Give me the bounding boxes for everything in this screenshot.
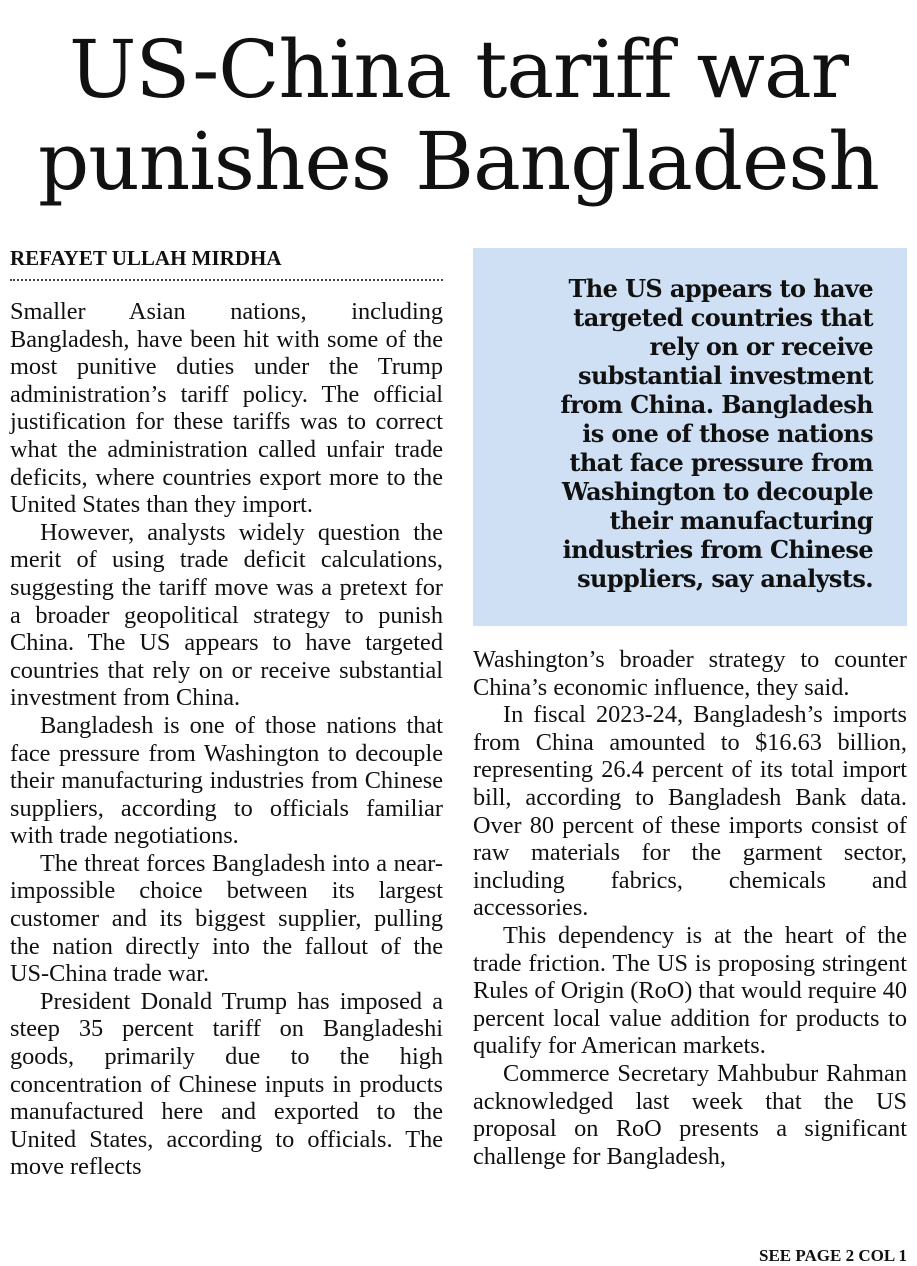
paragraph: In fiscal 2023-24, Bangladesh’s imports from China amounted to $16.63 billion, representing 26.4 percent of its total import bill, according to Bangladesh Bank data. Over 80 percent of these imports consist of raw materials for the garment sector, including fabrics, chemicals and accessories. — [473, 701, 907, 922]
headline-line-1: US-China tariff war — [69, 23, 848, 116]
pull-quote-text: The US appears to have targeted countries that rely on or receive substantial investment from China. Bangladesh is one of those nations that face pressure from Washington to decouple their manufacturing industries from Chinese suppliers, say analysts. — [560, 274, 873, 593]
paragraph: This dependency is at the heart of the trade friction. The US is proposing stringent Rules of Origin (RoO) that would require 40 percent local value addition for products to qualify for American markets. — [473, 921, 907, 1060]
paragraph: However, analysts widely question the merit of using trade deficit calculations, suggesting the tariff move was a pretext for a broader geopolitical strategy to punish China. The US appears to have targeted countries that rely on or receive substantial investment from China. — [10, 518, 443, 712]
paragraph: Washington’s broader strategy to counter China’s economic influence, they said. — [473, 646, 907, 701]
paragraph: President Donald Trump has imposed a steep 35 percent tariff on Bangladeshi goods, primarily due to the high concentration of Chinese inputs in products manufactured here and exported to the United States, according to officials. The move reflects — [10, 987, 443, 1181]
article-column-right — [473, 646, 907, 1170]
headline — [0, 24, 917, 208]
paragraph: The threat forces Bangladesh into a near-impossible choice between its largest customer and its biggest supplier, pulling the nation directly into the fallout of the US-China trade war. — [10, 849, 443, 988]
pull-quote-box — [473, 248, 907, 626]
article-column-left — [10, 298, 443, 1181]
byline: REFAYET ULLAH MIRDHA — [10, 246, 443, 281]
paragraph: Commerce Secretary Mahbubur Rahman acknowledged last week that the US proposal on RoO presents a significant challenge for Bangladesh, — [473, 1059, 907, 1170]
paragraph: Smaller Asian nations, including Bangladesh, have been hit with some of the most punitive duties under the Trump administration’s tariff policy. The official justification for these tariffs was to correct what the administration called unfair trade deficits, where countries export more to the United States than they import. — [10, 298, 443, 519]
headline-line-2: punishes Bangladesh — [38, 115, 879, 208]
continued-on-page-2-link[interactable]: SEE PAGE 2 COL 1 — [759, 1246, 907, 1265]
paragraph: Bangladesh is one of those nations that face pressure from Washington to decouple their manufacturing industries from Chinese suppliers, according to officials familiar with trade negotiations. — [10, 711, 443, 850]
